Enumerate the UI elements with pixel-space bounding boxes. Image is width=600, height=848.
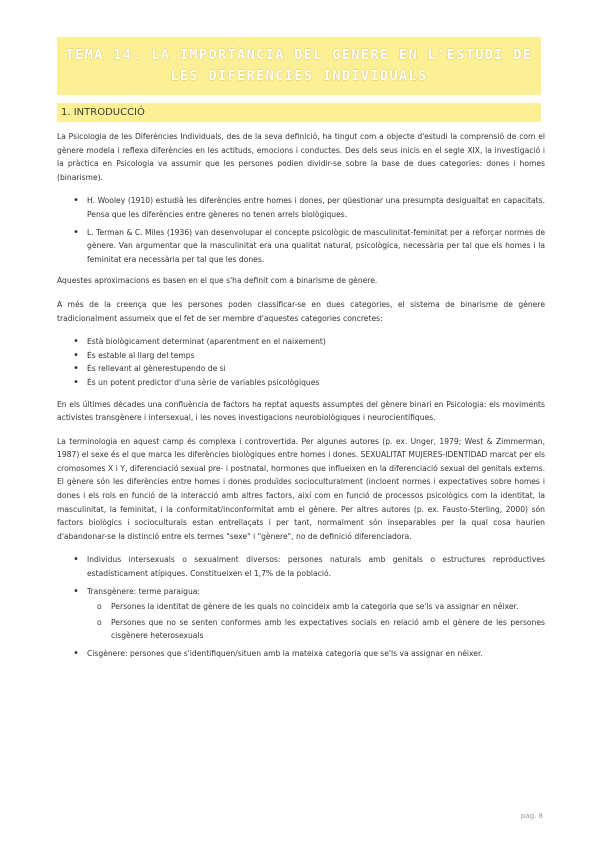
paragraph-binarism: Aquestes aproximacions es basen en el que s'ha definit com a binarisme de gènere. [57, 276, 378, 286]
paragraph-terminology: La terminologia en aquest camp és complexa i controvertida. Per algunes autores (p. ex. Unger, 1979; West & Zimmerman, 1987) el sexe és el que marca les diferències biològiques entre homes i dones. SEXUALITAT MUJERES-IDENTIDAD marcat per els cromosomes X i Y, diferenciació sexual pre- i postnatal, hormones que influeixen en la diferenciació sexual del genitals externs. El gènere són les diferències entre homes i dones produïdes socioculturalment (incloent normes i expectatives sobre homes i dones i els rols en funció de la interacció amb altres factors, així com en funció de processos psicològics com la identitat, la masculinitat, la feminitat, i la conformitat/inconformitat amb el gènere. Per altres autores (p. ex. Fausto-Sterling, 2000) són factors biològics i socioculturals estan entrellaçats i per tant, normalment són inseparables per la qual cosa haurien d'abandonar-se la distinció entre els termes "sexe" i "gènere", no de definició diferenciadora. [57, 436, 545, 541]
list-item: • És rellevant al gènerestupendo de si [57, 362, 545, 376]
list-item: • H. Wooley (1910) estudià les diferències entre homes i dones, per qüestionar una presumpta desigualtat en capacitats. Pensa que les diferències entre gèneres no tenen arrels biològiques. [57, 194, 545, 221]
transgender-sublist [87, 600, 545, 643]
body-text [57, 130, 545, 669]
section-heading: 1. INTRODUCCIÓ [57, 103, 541, 122]
terms-list [57, 553, 545, 660]
sublist-item: o Persones la identitat de gènere de les quals no coincideix amb la categoria que se'ls va assignar en néixer. [87, 600, 545, 614]
paragraph-recent-decades: En els últimes dècades una confluència de factors ha reptat aquests assumptes del gènere binari en Psicologia: els moviments activistes transgènere i intersexual, i les noves investigacions neurobiològiques i neurocientífiques. [57, 399, 545, 423]
paragraph-intro: La Psicologia de les Diferències Individuals, des de la seva definició, ha tingut com a objecte d'estudi la comprensió de com el gènere modela i reflexa diferències en les actituds, emocions i conductes. Des dels seus inicis en el segle XIX, la investigació i la pràctica en Psicologia va assumir que les persones podien dividir-se sobre la base de dues categories: dones i homes (binarisme). [57, 132, 545, 182]
list-item [57, 585, 545, 643]
sublist-item: o Persones que no se senten conformes amb les expectatives socials en relació amb el gènere de les persones cisgènere heterosexuals [87, 616, 545, 643]
page-number: pàg. 8 [520, 812, 543, 820]
membership-list [57, 335, 545, 389]
list-item: • Cisgènere: persones que s'identifiquen/situen amb la mateixa categoria que se'ls va assignar en néixer. [57, 647, 545, 661]
list-item: • L. Terman & C. Miles (1936) van desenvolupar el concepte psicològic de masculinitat-feminitat per a reforçar normes de gènere. Van argumentar que la masculinitat era una qualitat natural, psicològica, necessària per tal que els homes i la feminitat era necessària per tal que les dones. [57, 226, 545, 267]
list-item: • És estable al llarg del temps [57, 349, 545, 363]
list-item: • És un potent predictor d'una sèrie de variables psicològiques [57, 376, 545, 390]
list-item: • Individus intersexuals o sexualment diversos: persones naturals amb genitals o estructures reproductives estadísticament atípiques. Constitueixen el 1,7% de la població. [57, 553, 545, 580]
chapter-title-line-2: LES DIFERÈNCIES INDIVIDUALS [170, 68, 428, 84]
chapter-title-banner [57, 37, 541, 95]
authors-list [57, 194, 545, 266]
chapter-title-line-1: TEMA 14. LA IMPORTÀNCIA DEL GÈNERE EN L'ESTUDI DE [65, 47, 533, 63]
paragraph-assumptions: A més de la creença que les persones poden classificar-se en dues categories, el sistema de binarisme de gènere tradicionalment assumeix que el fet de ser membre d'aquestes categories concretes: [57, 299, 545, 323]
list-item-label: Transgènere: terme paraigua: [87, 586, 200, 596]
list-item: • Està biològicament determinat (aparentment en el naixement) [57, 335, 545, 349]
